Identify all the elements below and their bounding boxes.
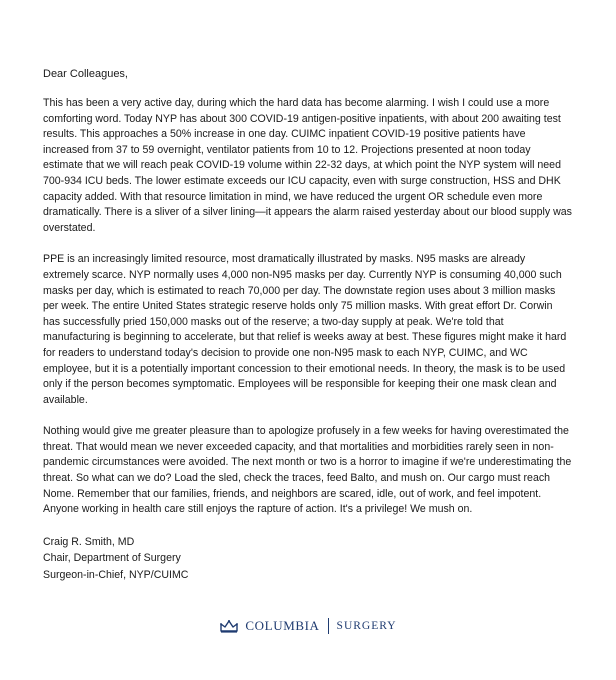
salutation: Dear Colleagues, xyxy=(43,68,128,80)
paragraph-covid-update: This has been a very active day, during which the hard data has become alarming. I wish I could use a more comforting word. Today NYP has about 300 COVID-19 antigen-positive inpatients, with about 200 awaiting test results. This approaches a 50% increase in one day. CUIMC inpatient COVID-19 positive patients have increased from 37 to 59 overnight, ventilator patients from 10 to 12. Projections presented at noon today estimate that we will reach peak COVID-19 volume within 22-32 days, at which point the NYP system will need 700-934 ICU beds. The lower estimate exceeds our ICU capacity, even with surge construction, HSS and DHK capacity added. With that resource limitation in mind, we have reduced the urgent OR schedule even more dramatically. There is a sliver of a silver lining—it appears the alarm raised yesterday about our blood supply was overstated. xyxy=(43,97,572,234)
signature-title: Chair, Department of Surgery xyxy=(43,552,181,565)
paragraph-closing-thoughts: Nothing would give me greater pleasure than to apologize profusely in a few weeks for having overestimated the threat. That would mean we never exceeded capacity, and that mortalities and morbidities rarely seen in non-pandemic circumstances were avoided. The next month or two is a horror to imagine if we're underestimating the threat. So what can we do? Load the sled, check the traces, feed Balto, and mush on. Our cargo must reach Nome. Remember that our families, friends, and neighbors are scared, idle, out of work, and feel impotent. Anyone working in health care still enjoys the rapture of action. It's a privilege! We mush on. xyxy=(43,425,572,516)
signature-role: Surgeon-in-Chief, NYP/CUIMC xyxy=(43,568,189,581)
paragraph-ppe-masks: PPE is an increasingly limited resource, most dramatically illustrated by masks. N95 masks are already extremely scarce. NYP normally uses 4,000 non-N95 masks per day. Currently NYP is consuming 40,000 such masks per day, which is estimated to reach 70,000 per day. The downstate region uses about 3 million masks per week. The entire United States strategic reserve holds only 75 million masks. With great effort Dr. Corwin has successfully pried 150,000 masks out of the reserve; a two-day supply at peak. We're told that manufacturing is beginning to accelerate, but that relief is weeks away at best. These figures might make it hard for readers to understand today's decision to provide one non-N95 mask to each NYP, CUIMC, and WC employee, but it is a potentially important concession to their emotional needs. In theory, the mask is to be used only if the person becomes symptomatic. Employees will be responsible for keeping their one mask clean and available. xyxy=(43,253,567,406)
signature-name: Craig R. Smith, MD xyxy=(43,535,135,548)
crown-icon xyxy=(219,619,239,633)
logo-brand-name: COLUMBIA xyxy=(245,618,320,633)
logo-department: SURGERY xyxy=(336,620,397,632)
columbia-surgery-logo xyxy=(0,618,616,634)
signature-block xyxy=(43,534,572,584)
logo-divider xyxy=(328,618,329,634)
